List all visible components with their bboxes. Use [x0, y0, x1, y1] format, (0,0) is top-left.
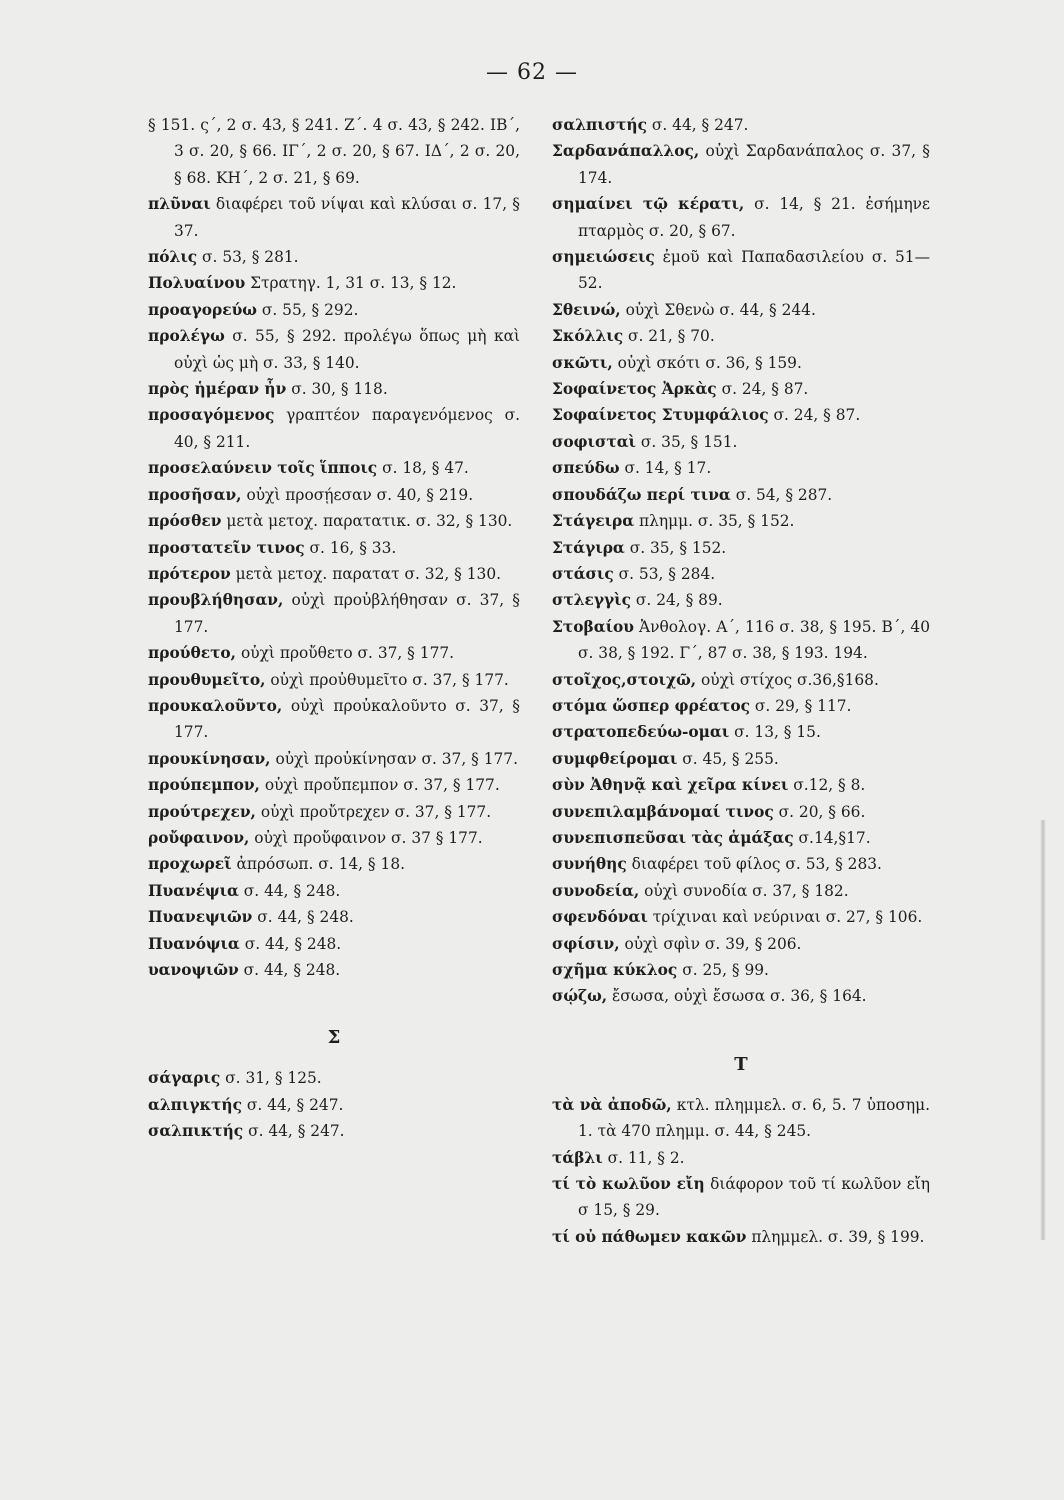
- binding-shadow: [1040, 820, 1046, 1240]
- index-entry: προλέγω σ. 55, § 292. προλέγω ὅπως μὴ καὶ οὐχὶ ὡς μὴ σ. 33, § 140.: [148, 327, 520, 372]
- index-entry: Στάγιρα σ. 35, § 152.: [552, 538, 727, 557]
- index-entry: συνεπισπεῦσαι τὰς ἁμάξας σ.14,§17.: [552, 828, 871, 847]
- index-entry: προχωρεῖ ἀπρόσωπ. σ. 14, § 18.: [148, 855, 406, 874]
- index-entry: προαγορεύω σ. 55, § 292.: [148, 300, 359, 319]
- index-entry: Σθεινώ, οὐχὶ Σθενὼ σ. 44, § 244.: [552, 300, 816, 319]
- index-entry: συμφθείρομαι σ. 45, § 255.: [552, 749, 779, 768]
- index-entry: συνεπιλαμβάνομαί τινος σ. 20, § 66.: [552, 802, 866, 821]
- index-entry: τί οὐ πάθωμεν κακῶν πλημμελ. σ. 39, § 199.: [552, 1227, 925, 1246]
- index-entry: προύτρεχεν, οὐχὶ προὔτρεχεν σ. 37, § 177.: [148, 802, 492, 821]
- index-entry: Στοβαίου Ἀνθολογ. Α΄, 116 σ. 38, § 195. Β΄, 40 σ. 38, § 192. Γ΄, 87 σ. 38, § 193. 194.: [552, 617, 930, 663]
- index-entry: Πυανεψιῶν σ. 44, § 248.: [148, 908, 354, 927]
- index-entry: Σοφαίνετος Ἀρκὰς σ. 24, § 87.: [552, 380, 809, 399]
- index-entry: πλῦναι διαφέρει τοῦ νίψαι καὶ κλύσαι σ. 17, § 37.: [148, 195, 520, 240]
- entries-s-continued: [552, 112, 930, 1010]
- index-entry: § 151. ς΄, 2 σ. 43, § 241. Ζ΄. 4 σ. 43, § 242. ΙΒ΄, 3 σ. 20, § 66. ΙΓ΄, 2 σ. 20, § 67. ΙΔ΄, 2 σ. 20, § 68. ΚΗ΄, 2 σ. 21, § 69.: [148, 116, 520, 187]
- index-entry: τάβλι σ. 11, § 2.: [552, 1148, 685, 1167]
- index-entry: προσαγόμενος γραπτέον παραγενόμενος σ. 40, § 211.: [148, 406, 520, 451]
- index-entry: πρότερον μετὰ μετοχ. παρατατ σ. 32, § 130.: [148, 564, 501, 583]
- right-column: [552, 112, 930, 1250]
- index-entry: συνοδεία, οὐχὶ συνοδία σ. 37, § 182.: [552, 881, 849, 900]
- index-entry: σφίσιν, οὐχὶ σφὶν σ. 39, § 206.: [552, 934, 802, 953]
- index-entry: σαλπικτής σ. 44, § 247.: [148, 1122, 345, 1141]
- index-entry: τὰ νὰ ἀποδῶ, κτλ. πλημμελ. σ. 6, 5. 7 ὑποσημ. 1. τὰ 470 πλημμ. σ. 44, § 245.: [552, 1095, 930, 1141]
- index-entry: σάγαρις σ. 31, § 125.: [148, 1069, 322, 1088]
- index-entry: προυκαλοῦντο, οὐχὶ προὐκαλοῦντο σ. 37, § 177.: [148, 696, 520, 742]
- page-number: — 62 —: [486, 60, 578, 85]
- index-entry: σπεύδω σ. 14, § 17.: [552, 459, 712, 478]
- index-entry: προυθυμεῖτο, οὐχὶ προὐθυμεῖτο σ. 37, § 177.: [148, 670, 509, 689]
- index-entry: Πυανέψια σ. 44, § 248.: [148, 881, 341, 900]
- index-entry: σκῶτι, οὐχὶ σκότι σ. 36, § 159.: [552, 353, 802, 372]
- entries-s: [148, 1065, 520, 1144]
- index-entry: Σκόλλις σ. 21, § 70.: [552, 327, 715, 346]
- index-entry: σφενδόναι τρίχιναι καὶ νεύριναι σ. 27, § 106.: [552, 908, 923, 927]
- index-entry: προυβλήθησαν, οὐχὶ προὐβλήθησαν σ. 37, § 177.: [148, 591, 520, 636]
- index-entry: στοῖχος,στοιχῶ, οὐχὶ στίχος σ.36,§168.: [552, 670, 879, 689]
- index-entry: Στάγειρα πλημμ. σ. 35, § 152.: [552, 512, 795, 531]
- index-entry: σχῆμα κύκλος σ. 25, § 99.: [552, 961, 769, 979]
- index-entry: προύθετο, οὐχὶ προὔθετο σ. 37, § 177.: [148, 644, 455, 663]
- index-entry: σαλπιστής σ. 44, § 247.: [552, 116, 749, 134]
- index-entry: σημαίνει τῷ κέρατι, σ. 14, § 21. ἐσήμηνε πταρμὸς σ. 20, § 67.: [552, 195, 930, 240]
- index-entry: πρόσθεν μετὰ μετοχ. παρατατικ. σ. 32, § 130.: [148, 512, 513, 531]
- index-entry: προσελαύνειν τοῖς ἵπποις σ. 18, § 47.: [148, 459, 469, 478]
- index-entry: τί τὸ κωλῦον εἴη διάφορον τοῦ τί κωλῦον εἴη σ 15, § 29.: [552, 1175, 930, 1220]
- entries-t: [552, 1092, 930, 1250]
- index-entry: Πυανόψια σ. 44, § 248.: [148, 934, 342, 953]
- index-entry: σὺν Ἀθηνᾷ καὶ χεῖρα κίνει σ.12, § 8.: [552, 776, 866, 795]
- index-entry: Σαρδανάπαλλος, οὐχὶ Σαρδανάπαλος σ. 37, § 174.: [552, 142, 930, 187]
- index-entry: προυκίνησαν, οὐχὶ προὐκίνησαν σ. 37, § 177.: [148, 749, 518, 768]
- index-entry: στάσις σ. 53, § 284.: [552, 564, 716, 583]
- index-entry: Σοφαίνετος Στυμφάλιος σ. 24, § 87.: [552, 406, 861, 425]
- index-entry: Πολυαίνου Στρατηγ. 1, 31 σ. 13, § 12.: [148, 274, 457, 293]
- section-letter-tau: Τ: [734, 1053, 748, 1075]
- index-entry: σῴζω, ἔσωσα, οὐχὶ ἔσωσα σ. 36, § 164.: [552, 987, 867, 1006]
- index-entry: στρατοπεδεύω-ομαι σ. 13, § 15.: [552, 723, 821, 742]
- index-entry: συνήθης διαφέρει τοῦ φίλος σ. 53, § 283.: [552, 855, 882, 874]
- index-entry: σοφισταὶ σ. 35, § 151.: [552, 432, 738, 451]
- index-entry: ροὔφαινον, οὐχὶ προὔφαινον σ. 37 § 177.: [148, 828, 483, 847]
- index-entry: σημειώσεις ἐμοῦ καὶ Παπαδασιλείου σ. 51—52.: [552, 248, 930, 293]
- index-entry: προστατεῖν τινος σ. 16, § 33.: [148, 538, 397, 557]
- index-entry: υανοψιῶν σ. 44, § 248.: [148, 961, 341, 979]
- index-entry: στόμα ὥσπερ φρέατος σ. 29, § 117.: [552, 696, 852, 715]
- section-letter-sigma: Σ: [327, 1027, 341, 1049]
- index-entry: προσῆσαν, οὐχὶ προσῄεσαν σ. 40, § 219.: [148, 485, 474, 504]
- index-entry: αλπιγκτής σ. 44, § 247.: [148, 1095, 344, 1114]
- index-entry: στλεγγὶς σ. 24, § 89.: [552, 591, 723, 610]
- index-entry: πρὸς ἡμέραν ἦν σ. 30, § 118.: [148, 380, 388, 399]
- index-entry: πόλις σ. 53, § 281.: [148, 248, 299, 267]
- index-entry: σπουδάζω περί τινα σ. 54, § 287.: [552, 485, 833, 504]
- index-entry: προύπεμπον, οὐχὶ προὔπεμπον σ. 37, § 177.: [148, 776, 500, 795]
- entries-p: [148, 112, 520, 983]
- left-column: [148, 112, 520, 1145]
